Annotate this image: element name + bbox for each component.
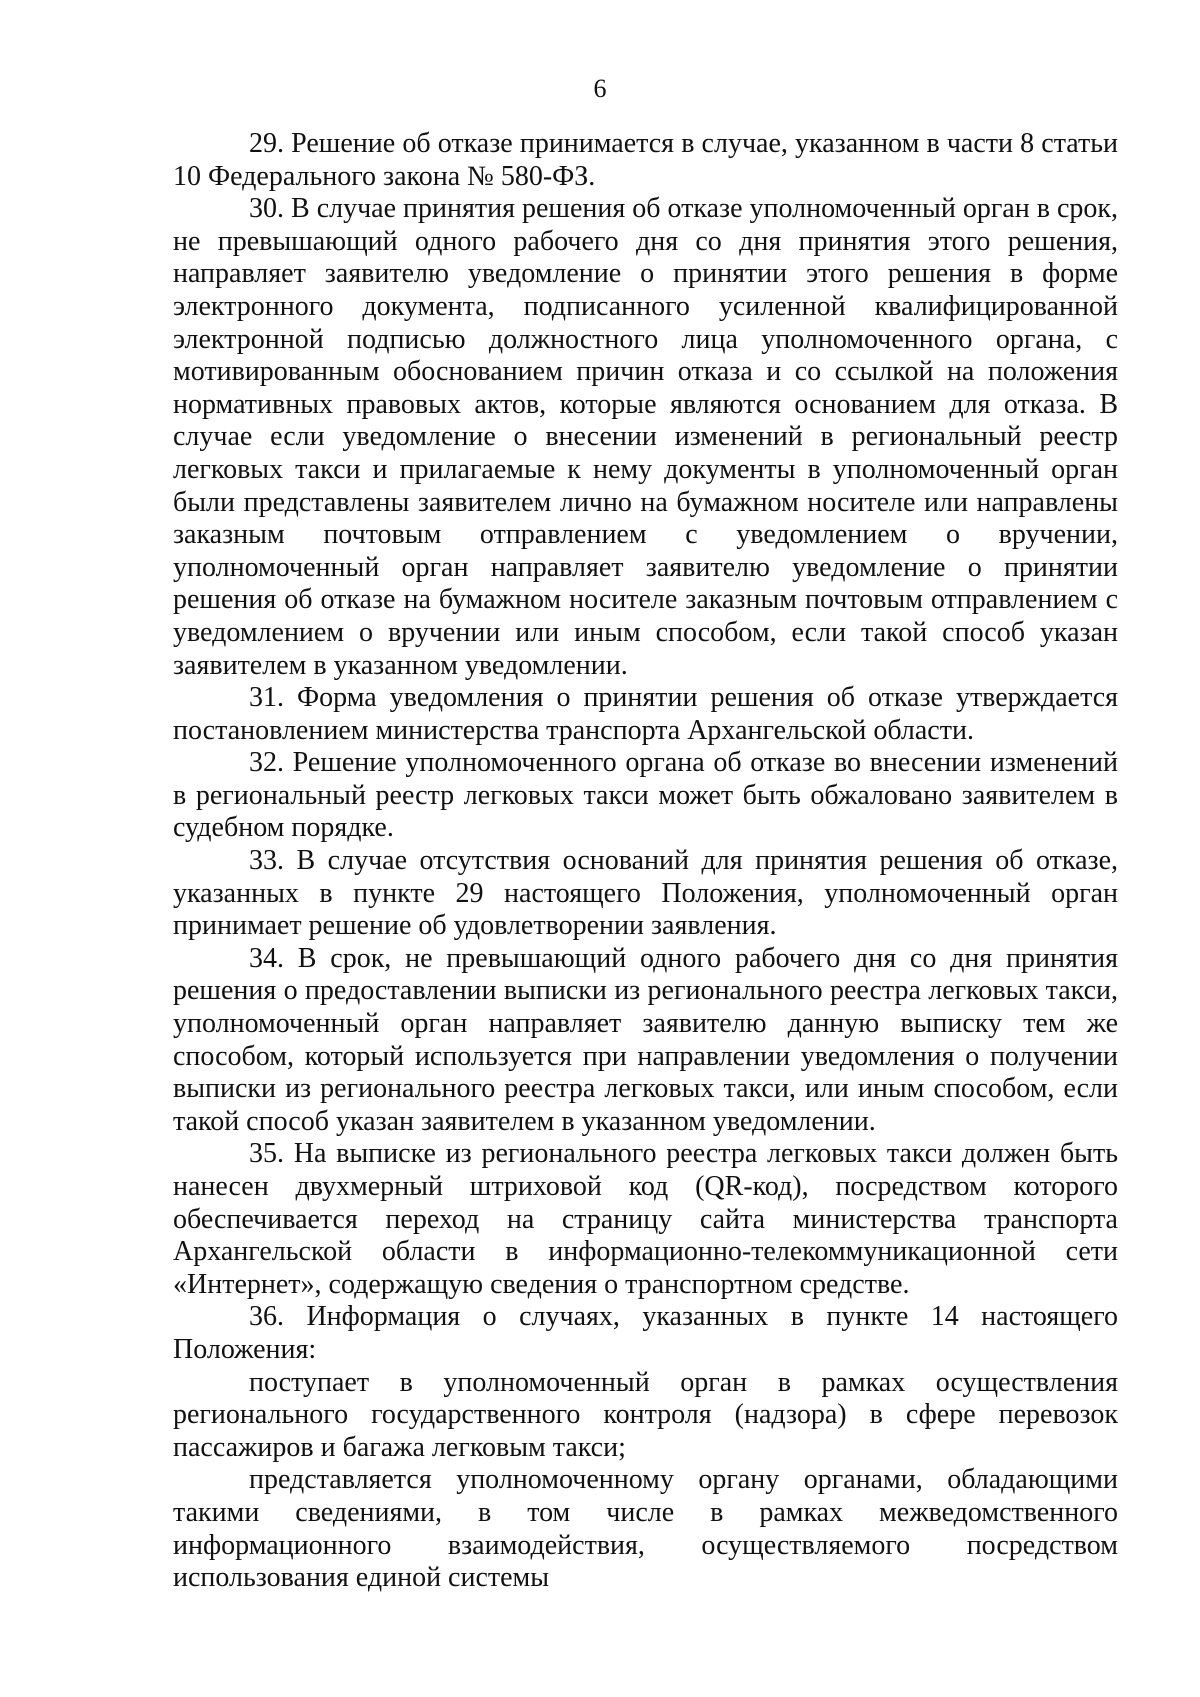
paragraph-35: 35. На выписке из регионального реестра легковых такси должен быть нанесен двухмерный штриховой код (QR-код), посредством которого обеспечивается переход на страницу сайта министерства транспорта Архангельской области в информационно-телекоммуникационной сети «Интернет», содержащую сведения о транспортном средстве.	[173, 1138, 1118, 1300]
paragraph-33: 33. В случае отсутствия оснований для принятия решения об отказе, указанных в пункте 29 настоящего Положения, уполномоченный орган принимает решение об удовлетворении заявления.	[173, 845, 1118, 942]
page-number: 6	[593, 74, 607, 103]
paragraph-30: 30. В случае принятия решения об отказе уполномоченный орган в срок, не превышающий одного рабочего дня со дня принятия этого решения, направляет заявителю уведомление о принятии этого решения в форме электронного документа, подписанного усиленной квалифицированной электронной подписью должностного лица уполномоченного органа, с мотивированным обоснованием причин отказа и со ссылкой на положения нормативных правовых актов, которые являются основанием для отказа. В случае если уведомление о внесении изменений в региональный реестр легковых такси и прилагаемые к нему документы в уполномоченный орган были представлены заявителем лично на бумажном носителе или направлены заказным почтовым отправлением с уведомлением о вручении, уполномоченный орган направляет заявителю уведомление о принятии решения об отказе на бумажном носителе заказным почтовым отправлением с уведомлением о вручении или иным способом, если такой способ указан заявителем в указанном уведомлении.	[173, 193, 1118, 681]
paragraph-36-item-1: поступает в уполномоченный орган в рамках осуществления регионального государственного контроля (надзора) в сфере перевозок пассажиров и багажа легковым такси;	[173, 1366, 1118, 1463]
paragraph-36: 36. Информация о случаях, указанных в пункте 14 настоящего Положения:	[173, 1301, 1118, 1365]
document-body	[173, 128, 1118, 1595]
paragraph-36-item-2: представляется уполномоченному органу органами, обладающими такими сведениями, в том числе в рамках межведомственного информационного взаимодействия, осуществляемого посредством использования единой системы	[173, 1464, 1118, 1594]
paragraph-29: 29. Решение об отказе принимается в случае, указанном в части 8 статьи 10 Федерального закона № 580-ФЗ.	[173, 128, 1118, 192]
paragraph-32: 32. Решение уполномоченного органа об отказе во внесении изменений в региональный реестр легковых такси может быть обжаловано заявителем в судебном порядке.	[173, 747, 1118, 844]
paragraph-31: 31. Форма уведомления о принятии решения об отказе утверждается постановлением министерства транспорта Архангельской области.	[173, 682, 1118, 746]
paragraph-34: 34. В срок, не превышающий одного рабочего дня со дня принятия решения о предоставлении выписки из регионального реестра легковых такси, уполномоченный орган направляет заявителю данную выписку тем же способом, который используется при направлении уведомления о получении выписки из регионального реестра легковых такси, или иным способом, если такой способ указан заявителем в указанном уведомлении.	[173, 942, 1118, 1137]
